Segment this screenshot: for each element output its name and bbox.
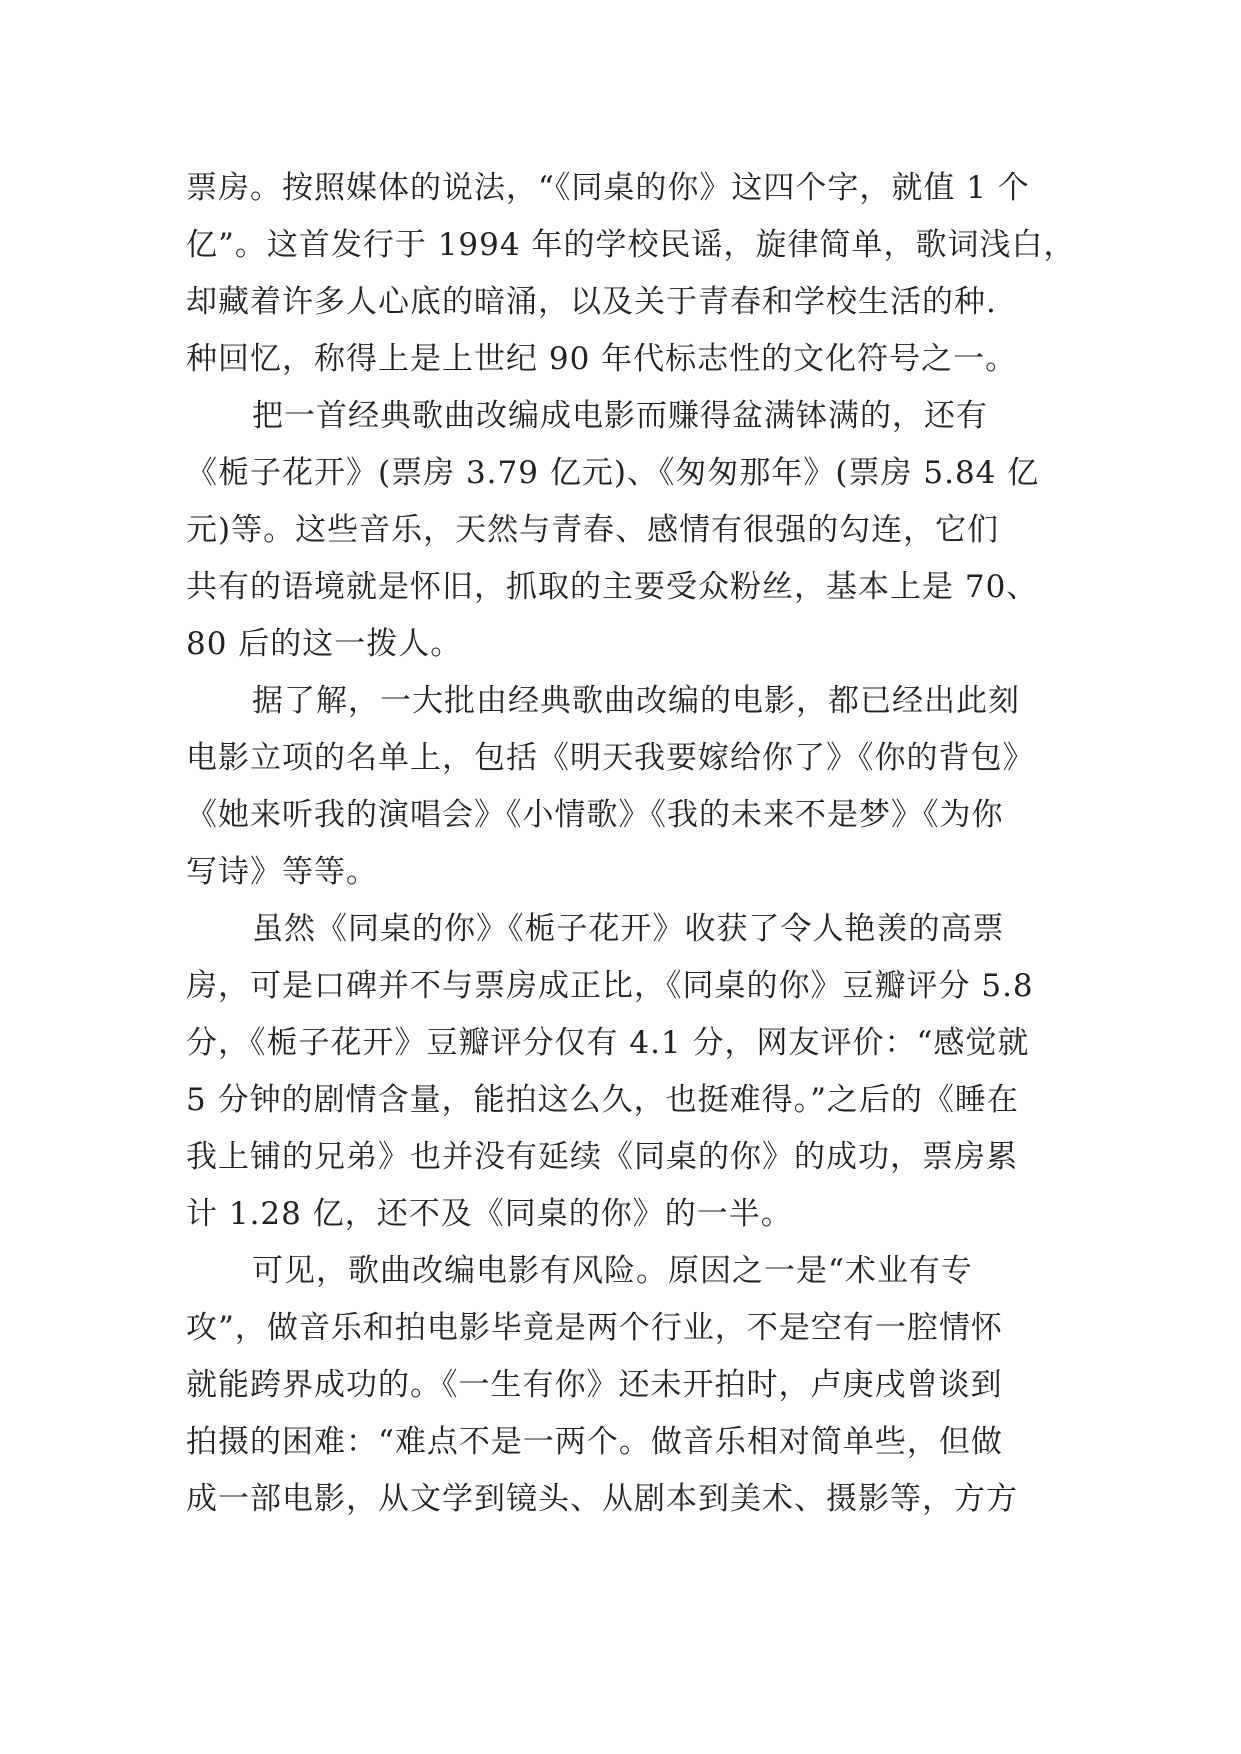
text-line: 房，可是口碑并不与票房成正比，《同桌的你》豆瓣评分 5.8 — [186, 968, 1034, 1004]
text-line: 成一部电影，从文学到镜头、从剧本到美术、摄影等，方方 — [186, 1481, 1018, 1517]
text-line: 种回忆，称得上是上世纪 90 年代标志性的文化符号之一。 — [186, 341, 1018, 377]
text-line: 拍摄的困难：“难点不是一两个。做音乐相对简单些，但做 — [186, 1424, 1003, 1460]
text-line: 《她来听我的演唱会》《小情歌》《我的未来不是梦》《为你 — [186, 797, 1004, 833]
text-line: 就能跨界成功的。《一生有你》还未开拍时，卢庚戌曾谈到 — [186, 1367, 1003, 1403]
text-line: 写诗》等等。 — [186, 854, 378, 890]
paragraph-first-line: 可见，歌曲改编电影有风险。原因之一是“术业有专 — [252, 1253, 973, 1289]
text-line: 电影立项的名单上，包括《明天我要嫁给你了》《你的背包》 — [186, 740, 1035, 776]
paragraph-first-line: 虽然《同桌的你》《栀子花开》收获了令人艳羡的高票 — [252, 911, 1005, 947]
text-line: 我上铺的兄弟》也并没有延续《同桌的你》的成功，票房累 — [186, 1139, 1018, 1175]
text-line: 共有的语境就是怀旧，抓取的主要受众粉丝，基本上是 70、 — [186, 569, 1039, 605]
paragraph-first-line: 据了解，一大批由经典歌曲改编的电影，都已经出此刻 — [252, 683, 1020, 719]
text-line: 元)等。这些音乐，天然与青春、感情有很强的勾连，它们 — [186, 512, 1000, 548]
text-line: 却藏着许多人心底的暗涌，以及关于青春和学校生活的种. — [186, 284, 997, 320]
text-line: 票房。按照媒体的说法，“《同桌的你》这四个字，就值 1 个 — [186, 170, 1030, 206]
text-line: 分，《栀子花开》豆瓣评分仅有 4.1 分，网友评价：“感觉就 — [186, 1025, 1030, 1061]
text-line: 5 分钟的剧情含量，能拍这么久，也挺难得。”之后的《睡在 — [186, 1082, 1019, 1118]
text-line: 《栀子花开》(票房 3.79 亿元)、《匆匆那年》(票房 5.84 亿 — [186, 455, 1040, 491]
text-line: 亿”。这首发行于 1994 年的学校民谣，旋律简单，歌词浅白， — [186, 227, 1076, 263]
paragraph-first-line: 把一首经典歌曲改编成电影而赚得盆满钵满的，还有 — [252, 398, 988, 434]
text-line: 80 后的这一拨人。 — [186, 626, 463, 662]
body-text — [186, 160, 1076, 1528]
text-line: 攻”，做音乐和拍电影毕竟是两个行业，不是空有一腔情怀 — [186, 1310, 1003, 1346]
text-line: 计 1.28 亿，还不及《同桌的你》的一半。 — [186, 1196, 793, 1232]
